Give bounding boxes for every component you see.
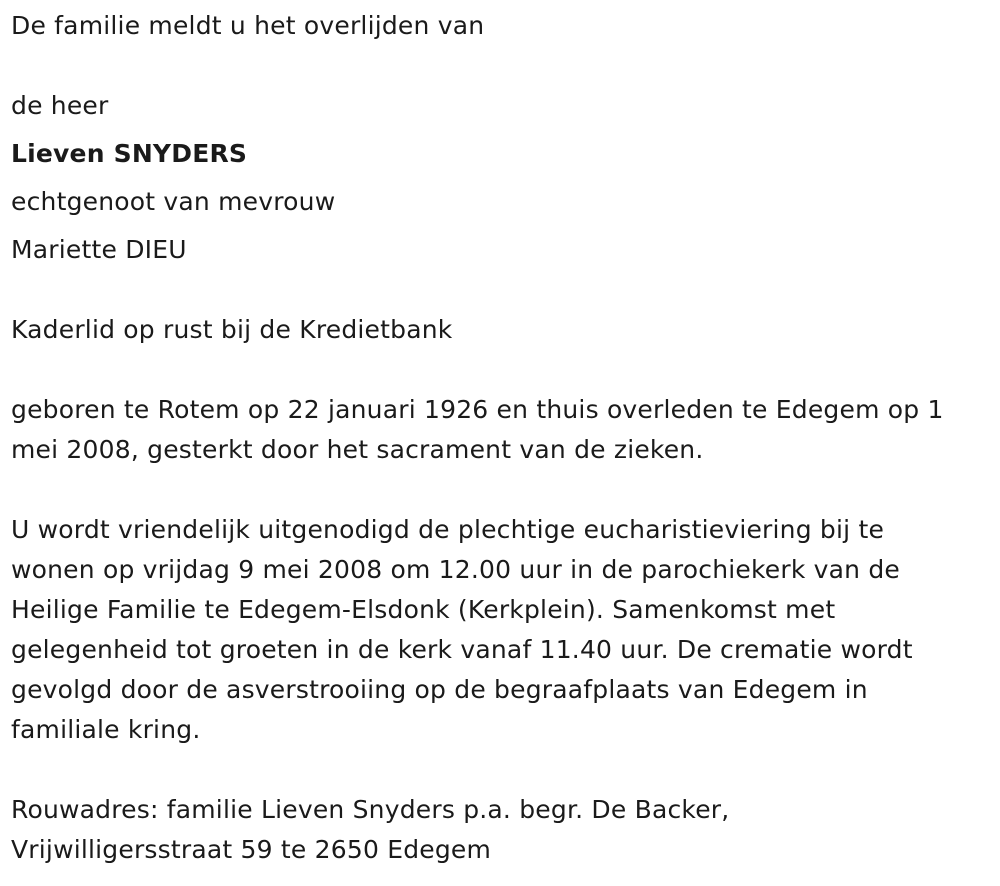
paragraph-line: familiale kring. (11, 715, 201, 744)
paragraph-line: gelegenheid tot groeten in de kerk vanaf 11.40 uur. De crematie wordt (11, 635, 913, 664)
paragraph-line: geboren te Rotem op 22 januari 1926 en thuis overleden te Edegem op 1 (11, 395, 944, 424)
spouse-name: Mariette DIEU (11, 235, 187, 264)
paragraph-line: Heilige Familie te Edegem-Elsdonk (Kerkplein). Samenkomst met (11, 595, 836, 624)
deceased-name: Lieven SNYDERS (11, 139, 248, 168)
spouse-label: echtgenoot van mevrouw (11, 187, 336, 216)
mourning-address (11, 790, 996, 870)
paragraph-line: gevolgd door de asverstrooiing op de begraafplaats van Edegem in (11, 675, 868, 704)
address-line: Rouwadres: familie Lieven Snyders p.a. begr. De Backer, (11, 795, 730, 824)
paragraph-line: wonen op vrijdag 9 mei 2008 om 12.00 uur in de parochiekerk van de (11, 555, 901, 584)
paragraph-line: U wordt vriendelijk uitgenodigd de plechtige eucharistieviering bij te (11, 515, 885, 544)
paragraph-line: mei 2008, gesterkt door het sacrament van de zieken. (11, 435, 704, 464)
honorific: de heer (11, 91, 109, 120)
occupation: Kaderlid op rust bij de Kredietbank (11, 315, 453, 344)
intro-text: De familie meldt u het overlijden van (11, 11, 485, 40)
address-line: Vrijwilligersstraat 59 te 2650 Edegem (11, 835, 492, 864)
ceremony-paragraph (11, 510, 996, 750)
birth-death-paragraph (11, 390, 996, 470)
